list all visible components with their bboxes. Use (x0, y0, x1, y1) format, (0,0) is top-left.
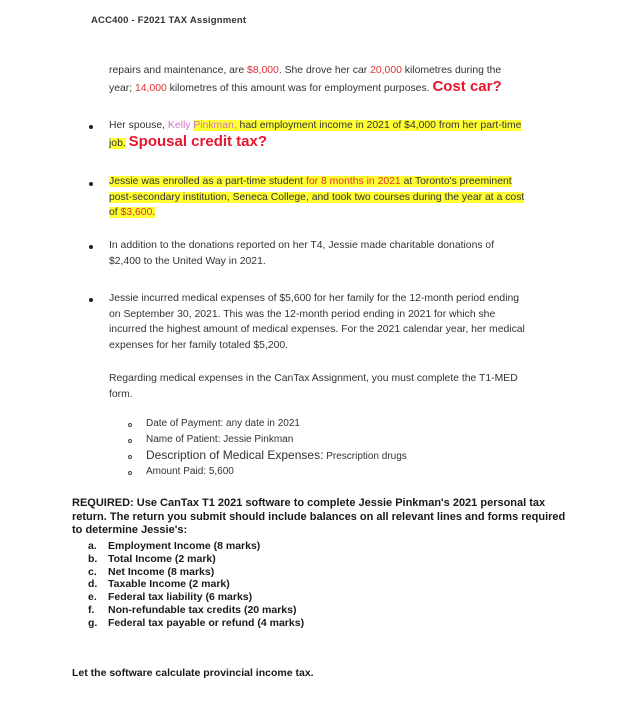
list-item: c. Net Income (8 marks) (88, 565, 215, 578)
bullet-dot (89, 125, 93, 129)
required-paragraph: REQUIRED: Use CanTax T1 2021 software to complete Jessie Pinkman's 2021 personal tax return. The return you submit should include balances on all relevant lines and forms required to determine Jessie's: (72, 497, 566, 536)
date-of-payment: Date of Payment: any date in 2021 (146, 418, 300, 429)
sub-bullet-icon (128, 471, 132, 475)
bullet-dot (89, 245, 93, 249)
amount-paid: Amount Paid: 5,600 (146, 466, 234, 477)
bullet-dot (89, 182, 93, 186)
document-header: ACC400 - F2021 TAX Assignment (91, 15, 247, 26)
cost-car-note: Cost car? (432, 77, 502, 95)
list-item: d. Taxable Income (2 mark) (88, 578, 230, 591)
sub-bullet-icon (128, 455, 132, 459)
list-item: a. Employment Income (8 marks) (88, 540, 261, 552)
sub-bullet-icon (128, 439, 132, 443)
bullet-dot (89, 298, 93, 302)
list-item: e. Federal tax liability (6 marks) (88, 591, 253, 604)
spouse-paragraph: Her spouse, Kelly Pinkman, had employment income in 2021 of $4,000 from her part-time job. Spousal credit tax? (109, 120, 522, 150)
list-item: g. Federal tax payable or refund (4 marks) (88, 616, 305, 629)
spousal-credit-note: Spousal credit tax? (128, 132, 268, 150)
sub-bullet-icon (128, 423, 132, 427)
list-item: b. Total Income (2 mark) (88, 552, 216, 565)
required-list (88, 540, 304, 630)
description-of-expenses: Description of Medical Expenses: Prescription drugs (146, 448, 407, 462)
name-of-patient: Name of Patient: Jessie Pinkman (146, 434, 294, 445)
donations-paragraph: In addition to the donations reported on her T4, Jessie made charitable donations of $2,400 to the United Way in 2021. (109, 240, 495, 267)
student-paragraph: Jessie was enrolled as a part-time student for 8 months in 2021 at Toronto's preeminent post-secondary institution, Seneca College, and took two courses during the year at a cost of $3,600. (109, 176, 525, 219)
car-paragraph: repairs and maintenance, are $8,000. She drove her car 20,000 kilometres during the year; 14,000 kilometres of this amount was for employment purposes. Cost car? (109, 65, 502, 95)
list-item: f. Non-refundable tax credits (20 marks) (88, 603, 297, 616)
footer-note: Let the software calculate provincial income tax. (72, 667, 314, 679)
regarding-paragraph: Regarding medical expenses in the CanTax Assignment, you must complete the T1-MED form. (109, 373, 518, 400)
medical-paragraph: Jessie incurred medical expenses of $5,600 for her family for the 12-month period ending on September 30, 2021. This was the 12-month period ending in 2021 for which she incurred the highest amount of medical expenses. For the 2021 calendar year, her medical expenses for her family totaled $5,200. (109, 293, 525, 351)
